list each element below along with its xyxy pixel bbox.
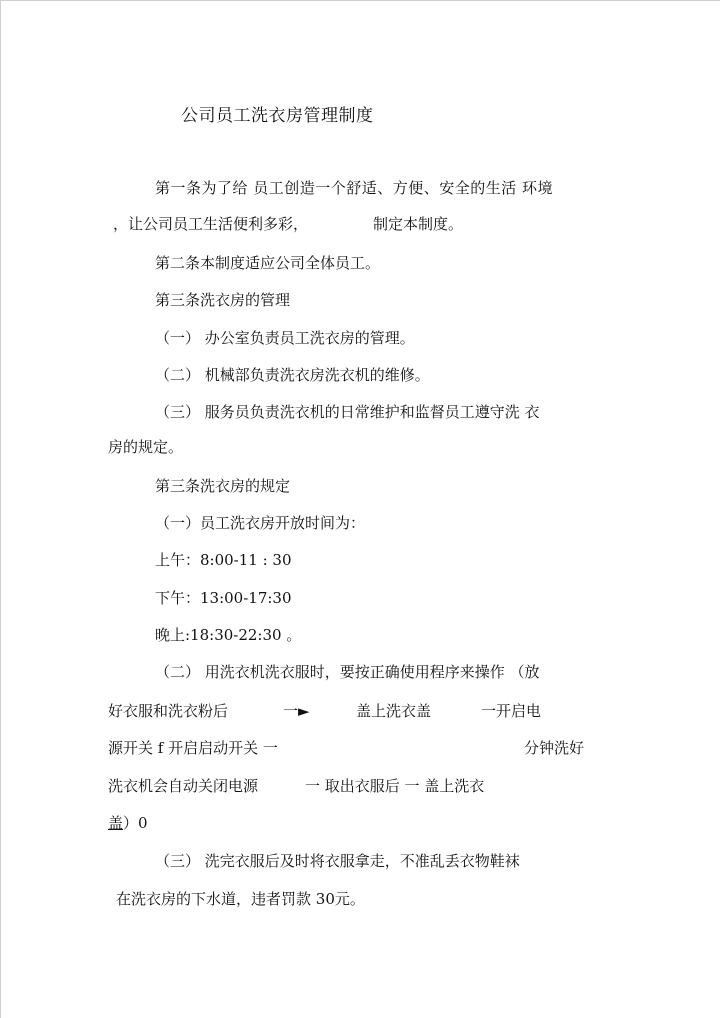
rule-2-line-5-underlined: 盖	[108, 814, 124, 832]
rule-2-line-5	[108, 813, 148, 833]
rule-2-arrow: 一►	[283, 702, 310, 720]
rule-2-line-5-end: ）0	[123, 814, 148, 832]
document-title: 公司员工洗衣房管理制度	[181, 106, 374, 126]
rules-heading: 第三条洗衣房的规定	[155, 477, 291, 495]
rule-2-line-4b: 一 取出衣服后 一 盖上洗衣	[305, 777, 485, 795]
page-border-left	[0, 0, 1, 1018]
rule-2-line-4a: 洗衣机会自动关闭电源	[108, 777, 259, 795]
article-3-heading: 第三条洗衣房的管理	[155, 291, 291, 309]
article-1-line-2a: ，让公司员工生活便利多彩，	[113, 215, 309, 233]
rule-2-line-2c: 一开启电	[481, 702, 542, 720]
article-1-line-1: 第一条为了给 员工创造一个舒适、方便、安全的生活 环境	[155, 179, 554, 197]
article-1-line-2b: 制定本制度。	[373, 215, 464, 233]
hours-evening: 晚上:18:30-22:30 。	[155, 626, 302, 644]
page-border-top	[0, 0, 720, 1]
rule-3-line-2: 在洗衣房的下水道，违者罚款 30元。	[116, 890, 365, 908]
rule-2-line-3a: 源开关 f 开启启动开关 一	[108, 739, 278, 757]
rule-1-heading: （一）员工洗衣房开放时间为：	[155, 514, 366, 532]
article-3-item-1: （一） 办公室负责员工洗衣房的管理。	[155, 329, 415, 347]
rule-2-line-3b: 分钟洗好	[524, 739, 585, 757]
hours-morning: 上午：8:00-11 : 30	[155, 551, 292, 569]
rule-2-line-1: （二） 用洗衣机洗衣服时，要按正确使用程序来操作 （放	[155, 663, 540, 681]
article-3-item-3-line-2: 房的规定。	[108, 438, 184, 456]
article-3-item-2: （二） 机械部负责洗衣房洗衣机的维修。	[155, 366, 430, 384]
article-3-item-3-line-1: （三） 服务员负责洗衣机的日常维护和监督员工遵守洗 衣	[155, 403, 540, 421]
article-2: 第二条本制度适应公司全体员工。	[155, 254, 381, 272]
hours-afternoon: 下午：13:00-17:30	[155, 589, 292, 607]
rule-3-line-1: （三） 洗完衣服后及时将衣服拿走，不准乱丢衣物鞋袜	[155, 852, 520, 870]
rule-2-line-2a: 好衣服和洗衣粉后	[108, 702, 229, 720]
rule-2-line-2b: 盖上洗衣盖	[356, 702, 432, 720]
